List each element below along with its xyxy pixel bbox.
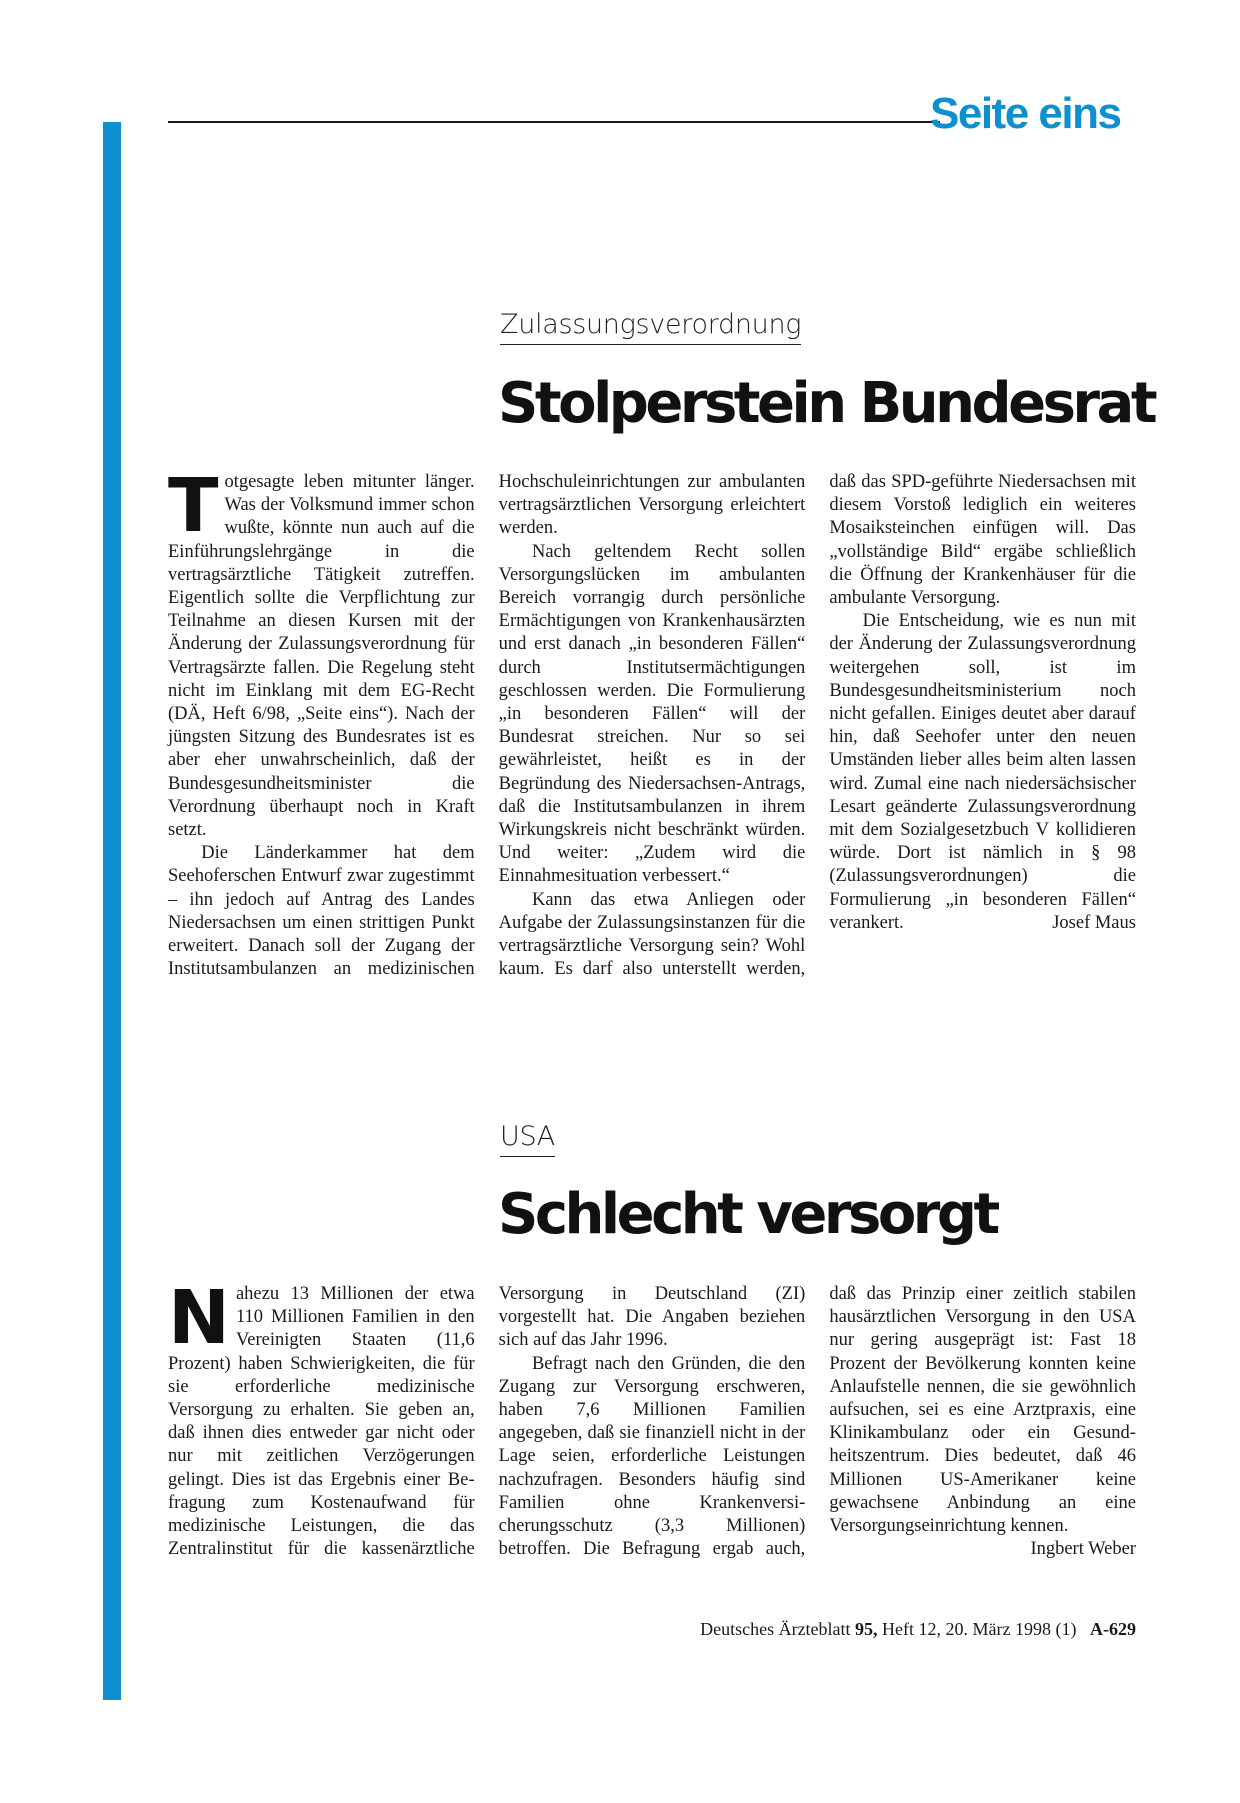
page-number: A-629 — [1090, 1619, 1136, 1639]
volume-number: 95, — [855, 1619, 878, 1639]
header-rule — [168, 121, 940, 123]
journal-name: Deutsches Ärzteblatt — [700, 1619, 851, 1639]
paragraph-text: Die Entscheidung, wie es nun mit der Änderung der Zulassungsverordnung weitergehen soll, ist im Bundesgesundheitsministerium noch nicht gefallen. Einiges deutet aber darauf hin, daß Seehofer unter den neuen Umständen lieber alles beim alten lassen wird. Zumal eine nach niedersächsischer Lesart geänderte Zulassungsverordnung mit dem Sozialgesetzbuch V kollidieren würde. Dort ist nämlich in § 98 (Zulassungsverordnungen) die Formulierung „in besonderen Fällen“ verankert. — [829, 611, 1136, 933]
article-1-headline: Stolperstein Bundesrat — [498, 371, 1155, 436]
paragraph-text: otgesagte leben mitunter länger. Was der Volksmund immer schon wußte, könnte nun auch auf die Einführungslehrgänge in die vertragsärztliche Tätigkeit zutreffen. Eigentlich sollte die Verpflichtung zur Teilnahme an diesen Kursen mit der Änderung der Zulassungsverordnung für Vertragsärzte fallen. Die Regelung steht nicht im Einklang mit dem EG-Recht (DÄ, Heft 6/98, „Seite eins“). Nach der jüngsten Sitzung des Bundesrates ist es aber eher unwahrscheinlich, daß der Bundesgesundheitsminister die Verordnung überhaupt noch in Kraft setzt. — [168, 472, 475, 841]
paragraph-text: ahezu 13 Millionen der etwa 110 Millionen Familien in den Vereinigten Staaten (11,6 Prozent) haben Schwierigkeiten, die für sie erforderliche medizinische Versorgung zu erhalten. Sie geben an, daß ihnen dies entweder gar nicht oder nur mit zeitlichen Verzögerungen gelingt. Dies ist das Ergebnis einer Befragung zum Kostenaufwand für medizinische Leistungen, die das Zentralinstitut für die kassenärztliche Versorgung in Deutschland (ZI) vorgestellt hat. Die Angaben beziehen sich auf das Jahr 1996. — [168, 1284, 806, 1560]
article-paragraph: Nach geltendem Recht sollen Versorgungslücken im ambulanten Bereich vorrangig durch persönliche Ermächtigungen von Krankenhausärzten und erst danach „in besonderen Fällen“ durch Institutsermächtigungen geschlossen werden. Die Formulierung „in besonderen Fällen“ will der Bundesrat streichen. Nur so sei gewährleistet, heißt es in der Begründung des Niedersachsen-Antrags, daß die Institutsambulanzen in ihrem Wirkungskreis nicht beschränkt würden. Und weiter: „Zudem wird die Einnahmesituation verbessert.“ — [498, 541, 806, 887]
article-paragraph: Kann das etwa Anliegen oder Aufgabe der Zulassungsinstanzen für die vertragsärztliche Versorgung sein? Wohl kaum. Es darf also unterstellt werden, daß das SPD-geführte Niedersachsen mit diesem Vorstoß lediglich ein weiteres Mosaiksteinchen einfügen will. Das „vollständige Bild“ ergäbe schließlich die Öffnung der Krankenhäuser für die ambulante Versorgung. — [498, 472, 1136, 980]
article-2-body — [168, 1275, 1136, 1803]
dropcap: N — [168, 1275, 230, 1361]
side-accent-bar — [103, 122, 121, 1700]
page-footer — [700, 1619, 1136, 1640]
author-name: Josef Maus — [1052, 912, 1136, 933]
author-name: Ingbert Weber — [1030, 1539, 1136, 1560]
section-title: Seite eins — [930, 89, 1121, 138]
article-1-body — [168, 463, 1136, 1011]
article-paragraph: Die Länderkammer hat dem Seehoferschen Entwurf zwar zugestimmt – ihn jedoch auf Antrag des Landes Niedersachsen um einen strittigen Punkt erweitert. Danach soll der Zugang der Institutsambulanzen an medizinischen Hochschuleinrichtungen zur ambulanten vertragsärztlichen Versorgung erleichtert werden. — [168, 472, 806, 980]
paragraph-text: Befragt nach den Gründen, die den Zugang zur Versorgung erschweren, haben 7,6 Millionen Familien angegeben, daß sie finanziell nicht in der Lage seien, erforderliche Leistungen nachzufragen. Besonders häufig sind Familien ohne Krankenversicherungsschutz (3,3 Millionen) betroffen. Die Befragung ergab auch, daß das Prinzip einer zeitlich stabilen hausärztlichen Versorgung in den USA nur gering ausgeprägt ist: Fast 18 Prozent der Bevölkerung konnten keine Anlaufstelle nennen, die sie gewöhnlich aufsuchen, sei es eine Arztpraxis, eine Klinikambulanz oder ein Gesundheitszentrum. Dies bedeutet, daß 46 Millionen US-Amerikaner keine gewachsene Anbindung an eine Versorgungseinrichtung kennen. — [498, 1284, 1136, 1560]
article-paragraph — [168, 463, 475, 842]
article-paragraph — [829, 610, 1136, 935]
article-1-kicker: Zulassungsverordnung — [500, 311, 801, 345]
article-2-headline: Schlecht versorgt — [498, 1182, 997, 1247]
issue-info: Heft 12, 20. März 1998 (1) — [882, 1619, 1077, 1639]
dropcap: T — [168, 463, 219, 549]
article-2-kicker: USA — [500, 1123, 555, 1157]
